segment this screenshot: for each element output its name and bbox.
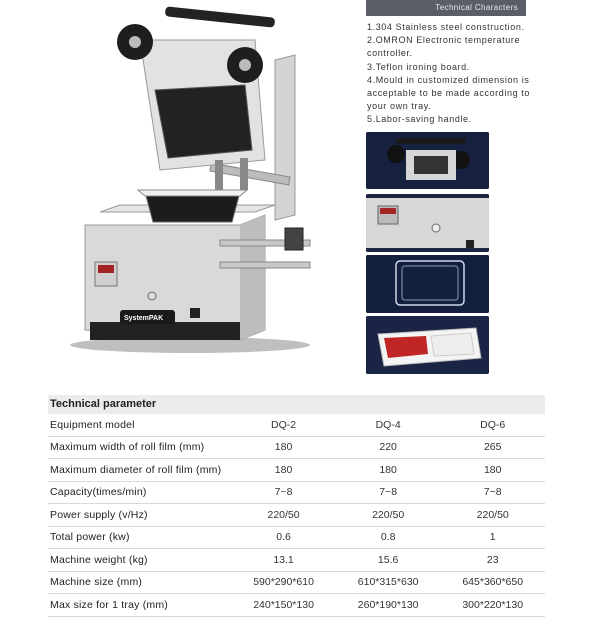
table-cell: 220 [379,441,397,454]
table-cell: 300*220*130 [462,598,524,611]
list-item: 1.304 Stainless steel construction. [367,22,525,32]
table-cell: 240*150*130 [253,598,314,611]
brand-logo: SystemPAK [124,315,164,322]
table-cell: DQ-2 [271,418,297,431]
table-row [48,594,545,617]
technical-characters-list [367,21,542,127]
table-cell: 15.6 [377,553,399,566]
table-cell: 7~8 [379,486,398,499]
table-cell: 23 [486,553,499,566]
table-cell: 265 [483,441,502,454]
table-row [48,527,545,550]
table-row [48,572,545,595]
table-cell: 1 [489,531,496,544]
row-label: Maximum width of roll film (mm) [50,441,205,454]
table-row [48,459,545,482]
table-row [48,549,545,572]
control-panel-thumbnail [366,194,489,252]
table-cell: 220/50 [476,508,509,521]
table-cell: 0.6 [276,531,291,544]
technical-characters-header: Technical Characters [366,0,526,16]
sealed-tray-thumbnail [366,316,489,374]
table-cell: 180 [379,463,397,476]
row-label: Machine size (mm) [50,576,143,589]
list-item: 2.OMRON Electronic temperature controller. [367,35,521,59]
table-cell: 220/50 [267,508,300,521]
handle-detail-thumbnail [366,132,489,189]
list-item: 5.Labor-saving handle. [367,114,472,125]
list-item: 3.Teflon ironing board. [367,61,470,72]
row-label: Total power (kw) [50,531,130,544]
table-row [48,437,545,460]
table-cell: 260*190*130 [357,598,419,611]
row-label: Machine weight (kg) [50,553,148,566]
table-row [48,482,545,505]
tray-sealer-machine-image [40,0,340,370]
table-cell: 0.8 [380,531,396,544]
row-label: Max size for 1 tray (mm) [50,598,168,611]
table-cell: 180 [274,463,293,476]
table-row [48,414,545,437]
row-label: Capacity(times/min) [50,486,147,499]
table-cell: 180 [483,463,502,476]
list-item: 4.Mould in customized dimension is acceptable to be made according to your own tray. [367,74,530,112]
table-row [48,504,545,527]
row-label: Equipment model [50,418,135,431]
table-cell: 7~8 [483,486,502,499]
technical-parameter-table [48,395,545,617]
table-cell: 13.1 [273,553,294,566]
table-cell: 645*360*650 [462,576,524,589]
table-cell: DQ-6 [480,418,506,431]
table-cell: 7~8 [274,486,293,499]
table-cell: 590*290*610 [253,576,314,589]
table-cell: 180 [274,441,293,454]
table-title: Technical parameter [48,395,545,414]
teflon-plate-thumbnail [366,255,489,313]
table-cell: DQ-4 [375,418,401,431]
table-cell: 610*315*630 [357,576,419,589]
row-label: Maximum diameter of roll film (mm) [50,463,222,476]
row-label: Power supply (v/Hz) [50,508,148,521]
table-cell: 220/50 [372,508,405,521]
